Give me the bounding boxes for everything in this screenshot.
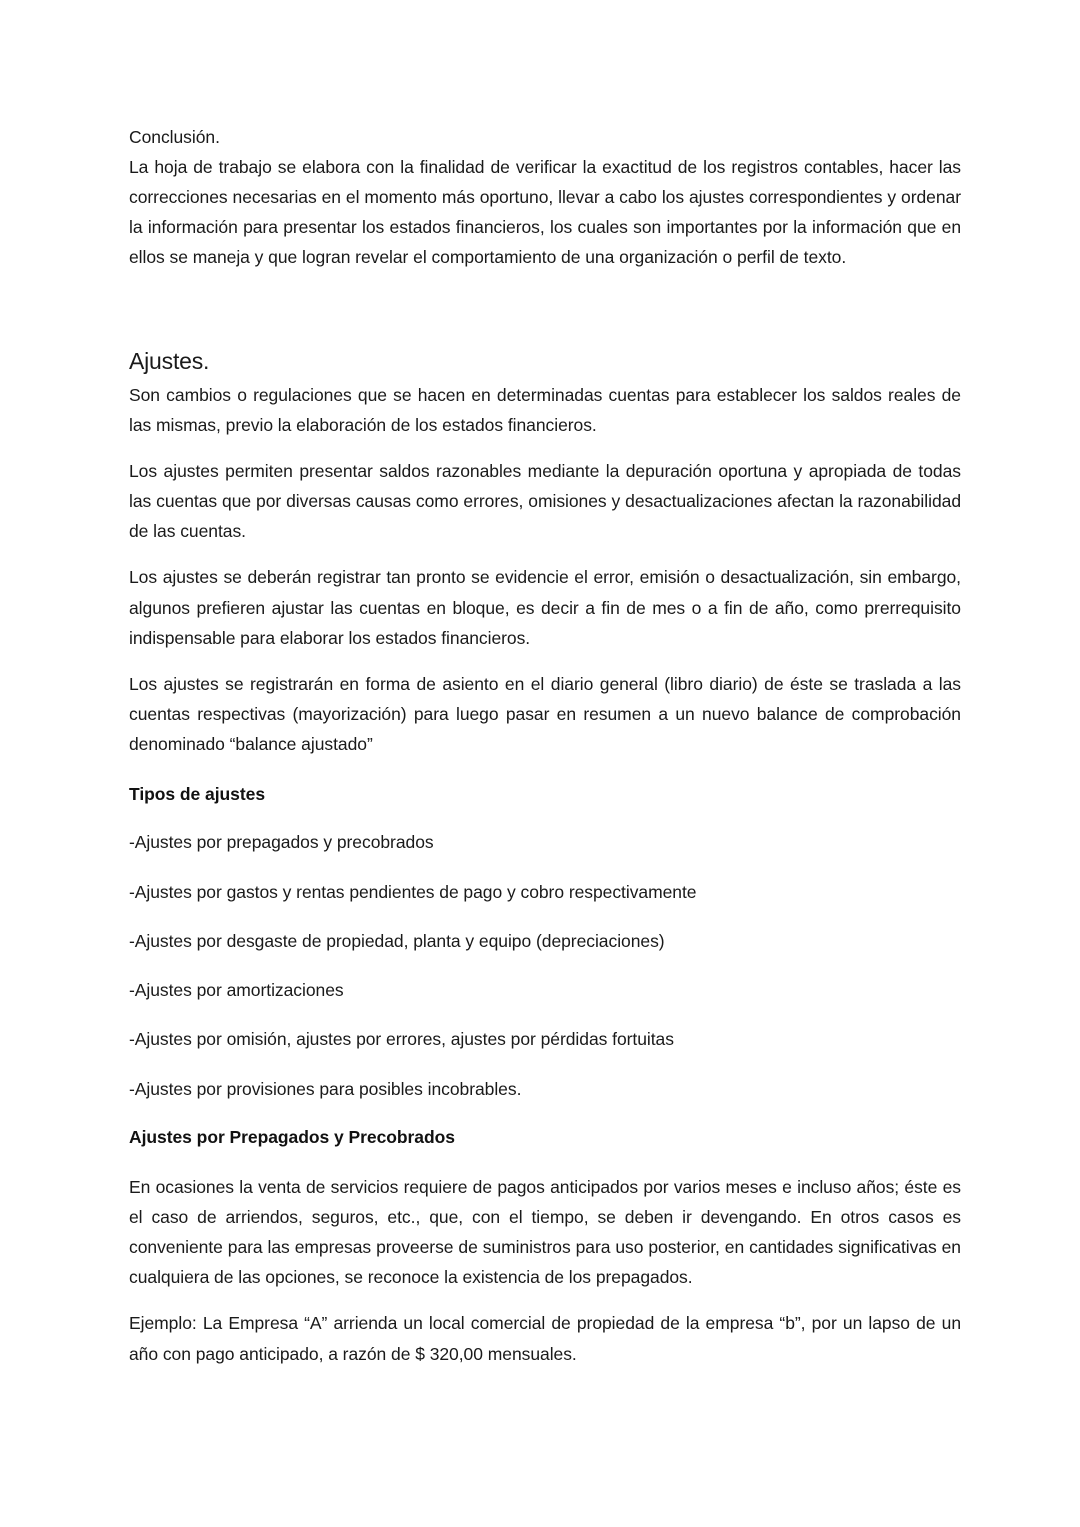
list-spacer	[129, 856, 961, 879]
paragraph-spacer	[129, 440, 961, 456]
list-spacer	[129, 1003, 961, 1026]
list-spacer	[129, 807, 961, 829]
list-spacer	[129, 954, 961, 977]
ajustes-paragraph-4: Los ajustes se registrarán en forma de asiento en el diario general (libro diario) de éste se traslada a las cuentas respectivas (mayorización) para luego pasar en resumen a un nuevo balance de comprobación denominado “balance ajustado”	[129, 673, 961, 754]
paragraph-spacer	[129, 1292, 961, 1308]
section-spacer	[129, 272, 961, 346]
list-spacer	[129, 905, 961, 928]
prepagados-precobrados-heading: Ajustes por Prepagados y Precobrados	[129, 1126, 455, 1147]
list-item: -Ajustes por omisión, ajustes por errores, ajustes por pérdidas fortuitas	[129, 1029, 674, 1050]
list-item: -Ajustes por desgaste de propiedad, planta y equipo (depreciaciones)	[129, 930, 665, 951]
section-tipos-de-ajustes	[129, 781, 961, 1102]
conclusion-paragraph: La hoja de trabajo se elabora con la finalidad de verificar la exactitud de los registros contables, hacer las correcciones necesarias en el momento más oportuno, llevar a cabo los ajustes correspondientes y ordenar la información para presentar los estados financieros, los cuales son importantes por la información que en ellos se maneja y que logran revelar el comportamiento de una organización o perfil de texto.	[129, 156, 961, 267]
page-content	[129, 124, 961, 1369]
section-spacer	[129, 759, 961, 781]
section-ajustes	[129, 346, 961, 759]
section-prepagados-precobrados	[129, 1124, 961, 1369]
list-spacer	[129, 1053, 961, 1076]
conclusion-heading: Conclusión.	[129, 127, 220, 147]
list-item: -Ajustes por amortizaciones	[129, 980, 344, 1001]
ajustes-paragraph-3: Los ajustes se deberán registrar tan pronto se evidencie el error, emisión o desactualización, sin embargo, algunos prefieren ajustar las cuentas en bloque, es decir a fin de mes o a fin de año, como prerrequisito indispensable para elaborar los estados financieros.	[129, 567, 961, 648]
ajustes-heading: Ajustes.	[129, 347, 210, 374]
paragraph-spacer	[129, 1150, 961, 1172]
prepagados-paragraph-2-ejemplo: Ejemplo: La Empresa “A” arrienda un local comercial de propiedad de la empresa “b”, por un lapso de un año con pago anticipado, a razón de $ 320,00 mensuales.	[129, 1313, 961, 1364]
list-item: -Ajustes por provisiones para posibles incobrables.	[129, 1078, 522, 1099]
paragraph-spacer	[129, 653, 961, 669]
section-spacer	[129, 1102, 961, 1124]
ajustes-paragraph-1: Son cambios o regulaciones que se hacen en determinadas cuentas para establecer los saldos reales de las mismas, previo la elaboración de los estados financieros.	[129, 385, 961, 436]
section-conclusion	[129, 124, 961, 272]
list-item: -Ajustes por gastos y rentas pendientes de pago y cobro respectivamente	[129, 881, 697, 902]
tipos-de-ajustes-heading: Tipos de ajustes	[129, 784, 266, 805]
prepagados-paragraph-1: En ocasiones la venta de servicios requiere de pagos anticipados por varios meses e incluso años; éste es el caso de arriendos, seguros, etc., que, con el tiempo, se deben ir devengando. En otros casos es conveniente para las empresas proveerse de suministros para uso posterior, en cantidades significativas en cualquiera de las opciones, se reconoce la existencia de los prepagados.	[129, 1177, 961, 1288]
ajustes-paragraph-2: Los ajustes permiten presentar saldos razonables mediante la depuración oportuna y apropiada de todas las cuentas que por diversas causas como errores, omisiones y desactualizaciones afectan la razonabilidad de las cuentas.	[129, 461, 961, 542]
list-item: -Ajustes por prepagados y precobrados	[129, 832, 434, 853]
paragraph-spacer	[129, 546, 961, 562]
